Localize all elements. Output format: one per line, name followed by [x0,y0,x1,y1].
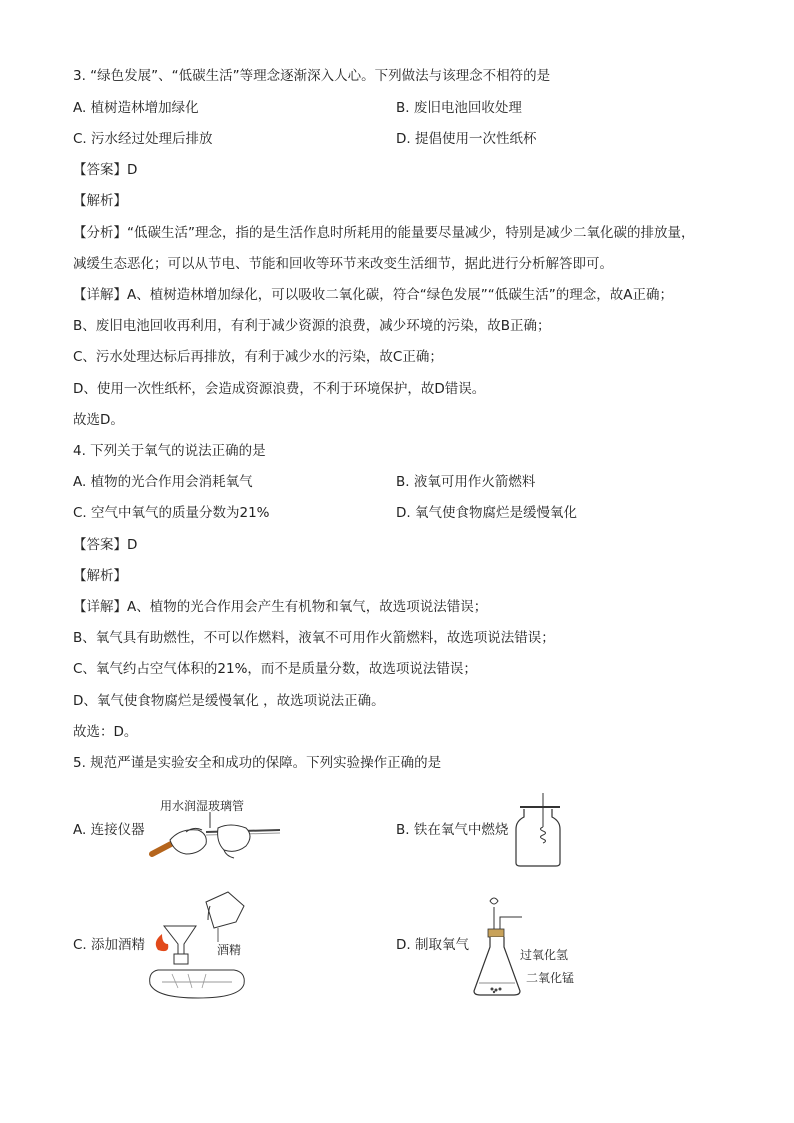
q4-option-a: A. 植物的光合作用会消耗氧气 [73,474,253,490]
q5-option-d: D. 制取氧气 [396,937,469,953]
q5-stem: 5. 规范严谨是实验安全和成功的保障。下列实验操作正确的是 [73,755,442,771]
q4-option-c: C. 空气中氧气的质量分数为21% [73,505,270,521]
q5-d-figure-label-1: 过氧化氢 [520,948,569,962]
q3-detail-c: C、污水处理达标后再排放，有利于减少水的污染，故C正确； [73,349,443,365]
q3-stem: 3. “绿色发展”、“低碳生活”等理念逐渐深入人心。下列做法与该理念不相符的是 [73,68,551,84]
q5-option-c: C. 添加酒精 [73,937,146,953]
q3-conclusion: 故选D。 [73,412,124,428]
q4-answer: 【答案】D [73,537,138,553]
q4-detail-a: 【详解】A、植物的光合作用会产生有机物和氧气，故选项说法错误； [73,599,488,615]
q4-option-d: D. 氧气使食物腐烂是缓慢氧化 [396,505,577,521]
connect-instrument-figure [150,810,285,860]
q3-option-c: C. 污水经过处理后排放 [73,131,213,147]
q3-fenxi-1: 【分析】“低碳生活”理念，指的是生活作息时所耗用的能量要尽量减少，特别是减少二氧化碳的排放量， [73,225,695,241]
alcohol-lamp-figure [148,888,248,1000]
q4-conclusion: 故选：D。 [73,724,138,740]
q3-answer: 【答案】D [73,162,138,178]
q5-d-figure-label-2: 二氧化锰 [526,971,575,985]
q3-option-b: B. 废旧电池回收处理 [396,100,522,116]
q5-a-figure-label: 用水润湿玻璃管 [160,799,245,813]
q3-fenxi-2: 减缓生态恶化；可以从节电、节能和回收等环节来改变生活细节，据此进行分析解答即可。 [73,256,613,272]
q5-option-a: A. 连接仪器 [73,822,145,838]
q4-analysis-title: 【解析】 [73,568,127,584]
q5-option-b: B. 铁在氧气中燃烧 [396,822,509,838]
q4-stem: 4. 下列关于氧气的说法正确的是 [73,443,266,459]
q3-analysis-title: 【解析】 [73,193,127,209]
iron-burning-bottle-figure [510,793,565,868]
q4-option-b: B. 液氧可用作火箭燃料 [396,474,536,490]
q3-detail-a: 【详解】A、植树造林增加绿化，可以吸收二氧化碳，符合“绿色发展”“低碳生活”的理念，故A正确； [73,287,673,303]
q3-option-a: A. 植树造林增加绿化 [73,100,199,116]
q4-detail-c: C、氧气约占空气体积的21%，而不是质量分数，故选项说法错误； [73,661,477,677]
oxygen-generator-figure [470,893,535,998]
q3-detail-b: B、废旧电池回收再利用，有利于减少资源的浪费，减少环境的污染，故B正确； [73,318,551,334]
q4-detail-d: D、氧气使食物腐烂是缓慢氧化 ，故选项说法正确。 [73,693,385,709]
q5-c-figure-label: 酒精 [217,943,242,957]
q3-detail-d: D、使用一次性纸杯，会造成资源浪费，不利于环境保护，故D错误。 [73,381,486,397]
q3-option-d: D. 提倡使用一次性纸杯 [396,131,537,147]
q4-detail-b: B、氧气具有助燃性，不可以作燃料，液氧不可用作火箭燃料，故选项说法错误； [73,630,555,646]
